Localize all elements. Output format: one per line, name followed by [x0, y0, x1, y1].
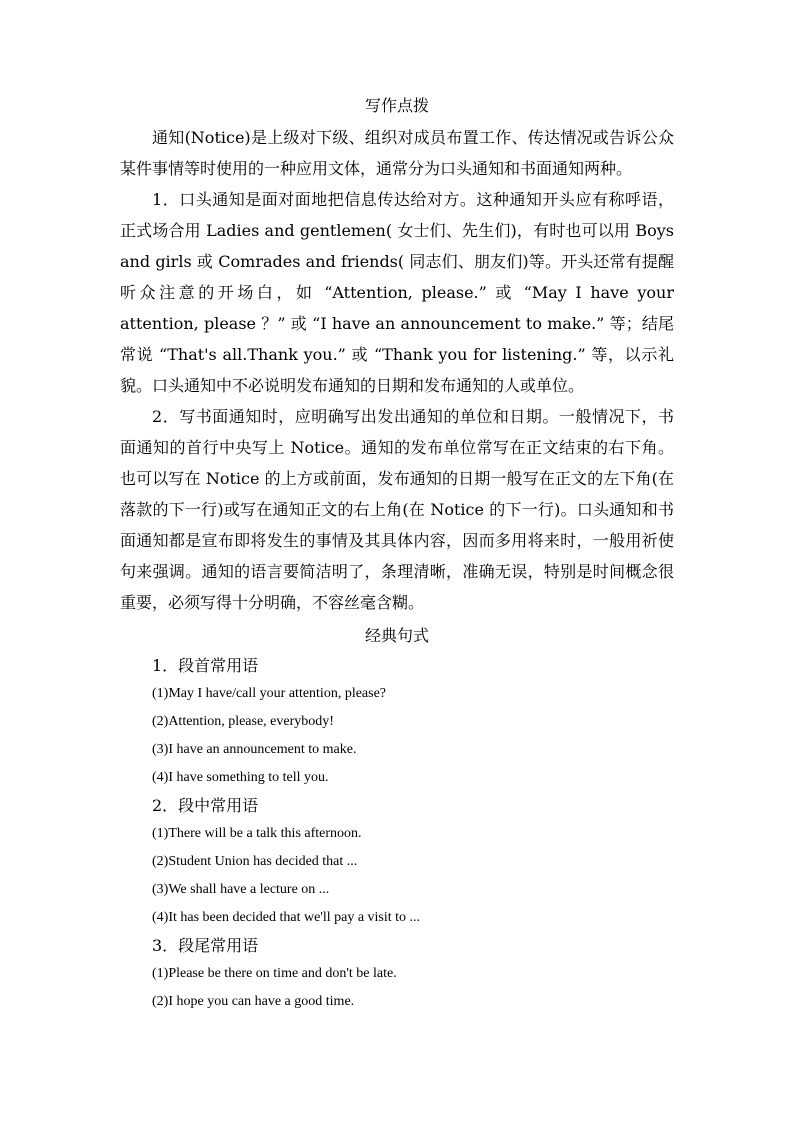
sentence-item: (1)There will be a talk this afternoon.: [152, 826, 362, 841]
group-heading: 3．段尾常用语: [152, 936, 259, 955]
sentence-item: (2)Student Union has decided that ...: [152, 854, 358, 869]
group-heading: 1．段首常用语: [152, 656, 259, 675]
sentence-item: (4)It has been decided that we'll pay a visit to ...: [152, 910, 421, 925]
sentence-item: (2)Attention, please, everybody!: [152, 714, 334, 729]
sentence-item: (1)May I have/call your attention, please?: [152, 686, 387, 701]
sentence-item: (3)I have an announcement to make.: [152, 742, 357, 757]
tips-body: [120, 122, 674, 618]
document-page: [120, 90, 674, 1016]
sentence-group-middle: [120, 792, 674, 932]
sentence-group-closing: [120, 932, 674, 1016]
sentence-item: (1)Please be there on time and don't be late.: [152, 966, 397, 981]
sentence-group-opening: [120, 652, 674, 792]
oral-notice-paragraph: 1．口头通知是面对面地把信息传达给对方。这种通知开头应有称呼语，正式场合用 Ladies and gentlemen( 女士们、先生们)，有时也可以用 Boys and girls 或 Comrades and friends( 同志们、朋友们)等。开头还常有提醒听众注意的开场白，如 “Attention, please.” 或 “May I have your attention, please ？” 或 “I have an announcement to make.” 等；结尾常说 “That's all.Thank you.” 或 “Thank you for listening.” 等，以示礼貌。口头通知中不必说明发布通知的日期和发布通知的人或单位。: [120, 190, 674, 395]
intro-paragraph: 通知(Notice)是上级对下级、组织对成员布置工作、传达情况或告诉公众某件事情等时使用的一种应用文体，通常分为口头通知和书面通知两种。: [120, 128, 674, 178]
group-heading: 2．段中常用语: [152, 796, 259, 815]
written-notice-paragraph: 2．写书面通知时，应明确写出发出通知的单位和日期。一般情况下，书面通知的首行中央写上 Notice。通知的发布单位常写在正文结束的右下角。也可以写在 Notice 的上方或前面，发布通知的日期一般写在正文的左下角(在落款的下一行)或写在通知正文的右上角(在 Notice 的下一行)。口头通知和书面通知都是宣布即将发生的事情及其具体内容，因而多用将来时，一般用祈使句来强调。通知的语言要简洁明了，条理清晰，准确无误，特别是时间概念很重要，必须写得十分明确，不容丝毫含糊。: [120, 407, 674, 612]
section-title-classic-sentences: 经典句式: [364, 626, 429, 645]
section-title-writing-tips: 写作点拨: [364, 96, 429, 115]
sentence-item: (4)I have something to tell you.: [152, 770, 329, 785]
sentence-item: (3)We shall have a lecture on ...: [152, 882, 330, 897]
sentence-item: (2)I hope you can have a good time.: [152, 994, 355, 1009]
